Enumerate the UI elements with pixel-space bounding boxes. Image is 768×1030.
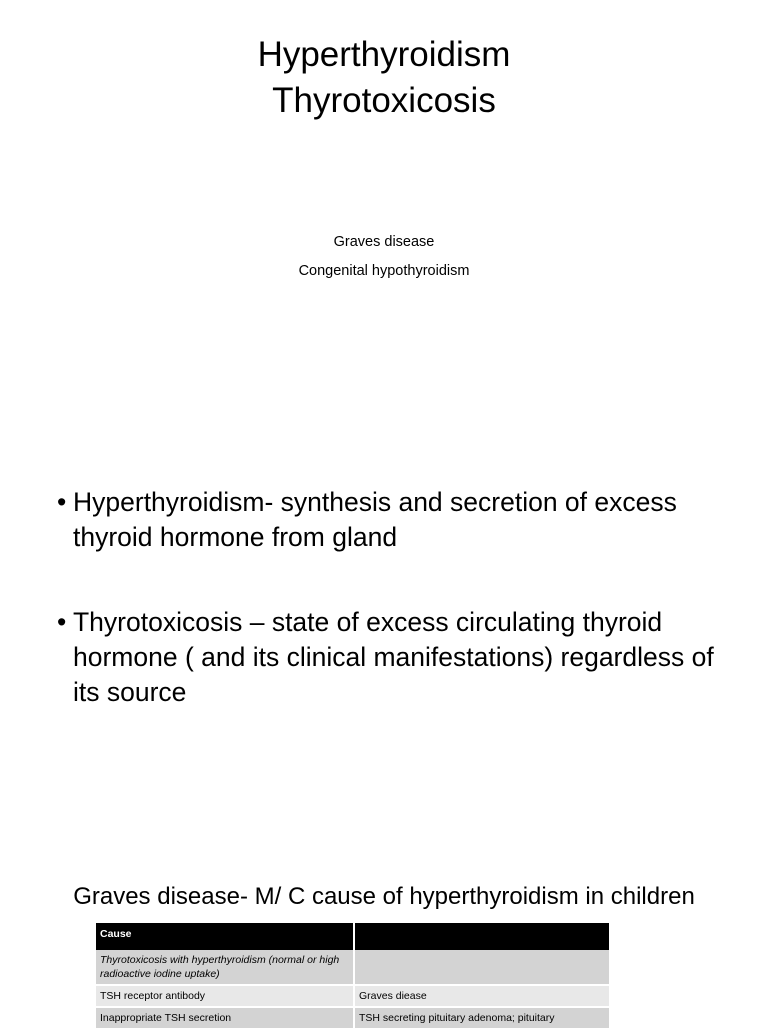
definition-list (57, 485, 747, 760)
table-row (96, 985, 609, 1007)
subtopic-item: Graves disease (333, 234, 435, 250)
table-cell: Graves diease (354, 985, 609, 1007)
causes-table (96, 923, 609, 1030)
table-row (96, 1007, 609, 1029)
bullet-text: Thyrotoxicosis – state of excess circulating thyroid hormone ( and its clinical manifestations) regardless of its source (73, 607, 714, 707)
definition-bullet (57, 485, 747, 555)
title-line-2: Thyrotoxicosis (272, 81, 496, 120)
table-cell: Thyrotoxicosis with hyperthyroidism (normal or high radioactive iodine uptake) (96, 950, 354, 985)
subtopic-item: Congenital hypothyroidism (298, 263, 470, 279)
table-cell (354, 950, 609, 985)
table-cell: TSH receptor antibody (96, 985, 354, 1007)
subtopic-list (0, 228, 768, 286)
table-row (96, 950, 609, 985)
bullet-mark: • (57, 487, 67, 517)
bullet-mark: • (57, 607, 67, 637)
title-line-1: Hyperthyroidism (257, 35, 511, 74)
bullet-text: Hyperthyroidism- synthesis and secretion of excess thyroid hormone from gland (73, 487, 677, 552)
section-heading: Graves disease- M/ C cause of hyperthyroidism in children (73, 883, 695, 910)
definition-bullet (57, 605, 747, 710)
table-header-cell (354, 923, 609, 950)
page-title (0, 32, 768, 124)
table-cell: TSH secreting pituitary adenoma; pituitary (354, 1007, 609, 1029)
table-cell: Inappropriate TSH secretion (96, 1007, 354, 1029)
table-header-cell: Cause (96, 923, 354, 950)
table-header-row (96, 923, 609, 950)
